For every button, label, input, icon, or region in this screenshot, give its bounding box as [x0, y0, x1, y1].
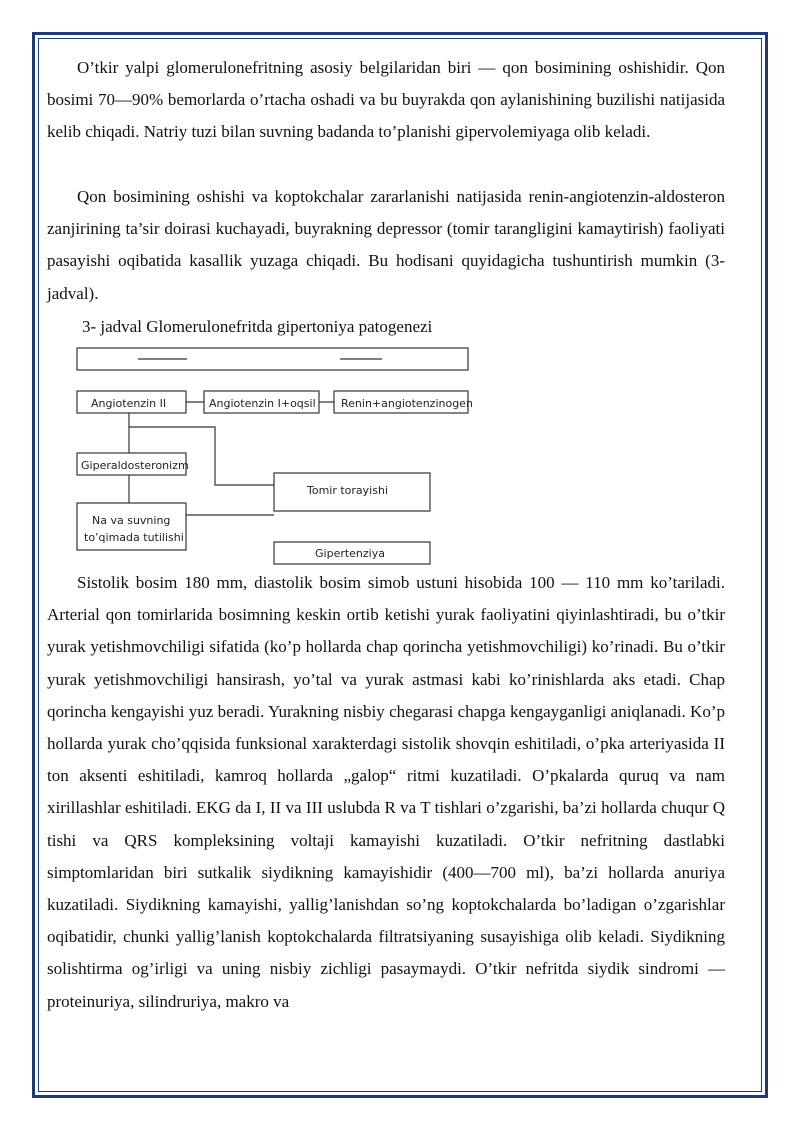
- paragraph-3: Sistolik bosim 180 mm, diastolik bosim simob ustuni hisobida 100 — 110 mm ko’tariladi. Arterial qon tomirlarida bosimning keskin ortib ketishi yurak faoliyatini qiyinlashtiradi, bu o’tkir yurak yetishmovchiligi sifatida (ko’p hollarda chap qorincha yetishmovchiligi) ko’rinadi. Bu o’tkir yurak yetishmovchiligi hansirash, yo’tal va yurak astmasi kabi ko’rinishlarda aks etadi. Chap qorincha kengayishi yuz beradi. Yurakning nisbiy chegarasi chapga kengayganligi aniqlanadi. Ko’p hollarda yurak cho’qqisida funksional xarakterdagi sistolik shovqin eshitiladi, o’pka arteriyasida II ton aksenti eshitiladi, kamroq hollarda „galop“ ritmi kuzatiladi. O’pkalarda quruq va nam xirillashlar eshitiladi. EKG da I, II va III uslubda R va T tishlari o’zgarishi, ba’zi hollarda chuqur Q tishi va QRS kompleksining voltaji kamayishi kuzatiladi. O’tkir nefritning dastlabki simptomlaridan biri sutkalik siydikning kamayishidir (400—700 ml), ba’zi hollarda anuriya kuzatiladi. Siydikning kamayishi, yallig’lanishdan so’ng koptokchalarda bo’ladigan o’zgarishlar oqibatidir, chunki yallig’lanish koptokchalarda filtratsiyaning susayishiga olib keladi. Siydikning solishtirma og’irligi va uning nisbiy zichligi pasaymaydi. O’tkir nefritda siydik sindromi — proteinuriya, silindruriya, makro va: [47, 573, 725, 1011]
- label-renin: Renin+angiotenzinogen: [341, 397, 473, 410]
- table-caption: 3- jadval Glomerulonefritda gipertoniya patogenezi: [82, 317, 433, 336]
- label-na-line1: Na va suvning: [92, 514, 171, 527]
- paragraph-1: O’tkir yalpi glomerulonefritning asosiy belgilaridan biri — qon bosimining oshishidir. Qon bosimi 70—90% bemorlarda o’rtacha oshadi va bu buyrakda qon aylanishining buzilishi natijasida kelib chiqadi. Natriy tuzi bilan suvning badanda to’planishi gipervolemiyaga olib keladi.: [47, 58, 725, 142]
- paragraph-2: Qon bosimining oshishi va koptokchalar zararlanishi natijasida renin-angiotenzin-aldosteron zanjirining ta’sir doirasi kuchayadi, buyrakning depressor (tomir tarangligini kamaytirish) faoliyati pasayishi oqibatida kasallik yuzaga chiqadi. Bu hodisani quyidagicha tushuntirish mumkin (3- jadval).: [47, 187, 725, 303]
- label-angiotenzin-i: Angiotenzin I+oqsil: [209, 397, 316, 410]
- label-angiotenzin-ii: Angiotenzin II: [91, 397, 167, 410]
- label-gipertenziya: Gipertenziya: [315, 547, 385, 560]
- label-tomir: Tomir torayishi: [307, 484, 389, 497]
- diagram-top-box: [77, 348, 468, 370]
- label-giperaldosteronizm: Giperaldosteronizm: [81, 459, 189, 472]
- label-na-line2: to’qimada tutilishi: [84, 531, 184, 544]
